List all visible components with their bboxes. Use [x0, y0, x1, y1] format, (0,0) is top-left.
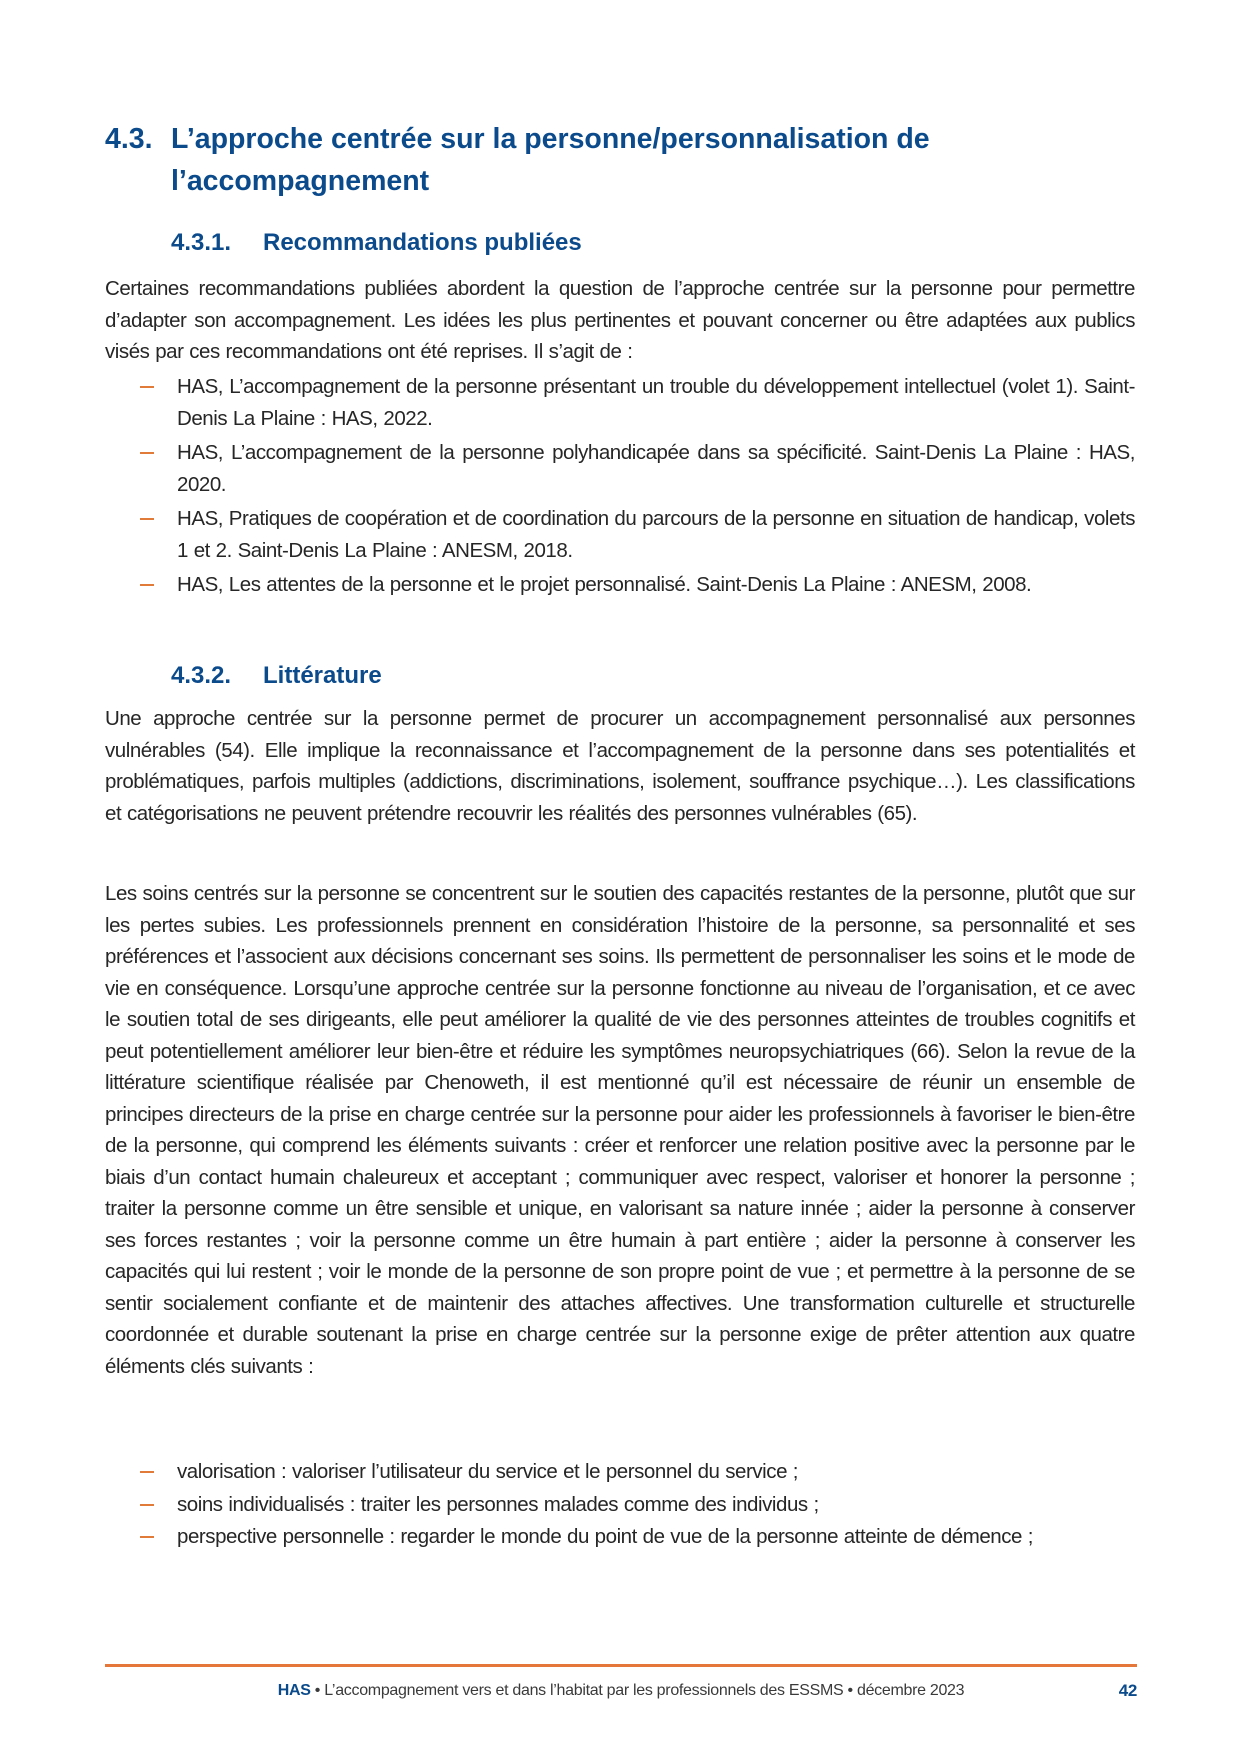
litterature-paragraph-1: Une approche centrée sur la personne permet de procurer un accompagnement personnalisé aux personnes vulnérables (54). Elle implique la reconnaissance et l’accompagnement de la personne dans ses potentialités et problématiques, parfois multiples (addictions, discriminations, isolement, souffrance psychique…). Les classifications et catégorisations ne peuvent prétendre recouvrir les réalités des personnes vulnérables (65). [105, 707, 1135, 825]
references-list [105, 371, 1135, 601]
key-element-item: perspective personnelle : regarder le monde du point de vue de la personne atteinte de démence ; [105, 1521, 1135, 1553]
dash-bullet-icon [140, 1504, 154, 1506]
dash-bullet-icon [140, 584, 154, 586]
dash-bullet-icon [140, 1471, 154, 1473]
reference-item: HAS, Pratiques de coopération et de coordination du parcours de la personne en situation de handicap, volets 1 et 2. Saint-Denis La Plaine : ANESM, 2018. [105, 503, 1135, 566]
dash-bullet-icon [140, 386, 154, 388]
dash-bullet-icon [140, 1536, 154, 1538]
litterature-paragraph-2: Les soins centrés sur la personne se concentrent sur le soutien des capacités restantes de la personne, plutôt que sur les pertes subies. Les professionnels prennent en considération l’histoire de la personne, sa personnalité et ses préférences et l’associent aux décisions concernant ses soins. Ils permettent de personnaliser les soins et le mode de vie en conséquence. Lorsqu’une approche centrée sur la personne fonctionne au niveau de l’organisation, et ce avec le soutien total de ses dirigeants, elle peut améliorer la qualité de vie des personnes atteintes de troubles cognitifs et peut potentiellement améliorer leur bien-être et réduire les symptômes neuropsychiatriques (66). Selon la revue de la littérature scientifique réalisée par Chenoweth, il est mentionné qu’il est nécessaire de réunir un ensemble de principes directeurs de la prise en charge centrée sur la personne pour aider les professionnels à favoriser le bien-être de la personne, qui comprend les éléments suivants : créer et renforcer une relation positive avec la personne par le biais d’un contact humain chaleureux et acceptant ; communiquer avec respect, valoriser et honorer la personne ; traiter la personne comme un être sensible et unique, en valorisant sa nature innée ; aider la personne à conserver ses forces restantes ; voir la personne comme un être humain à part entière ; aider la personne à conserver les capacités qui lui restent ; voir le monde de la personne de son propre point de vue ; et permettre à la personne de se sentir socialement confiante et de maintenir des attaches affectives. Une transformation culturelle et structurelle coordonnée et durable soutenant la prise en charge centrée sur la personne exige de prêter attention aux quatre éléments clés suivants : [105, 882, 1135, 1378]
footer-caption [105, 1681, 1137, 1701]
section-title: L’approche centrée sur la personne/personnalisation de l’accompagnement [171, 123, 930, 197]
footer-date: décembre 2023 [856, 1682, 965, 1699]
footer-separator: • [310, 1682, 325, 1699]
section-heading [105, 118, 1135, 202]
subsection-title: Littérature [263, 662, 382, 689]
subsection-heading-litterature [171, 660, 382, 692]
footer-separator: • [843, 1682, 857, 1699]
recommandations-intro-paragraph: Certaines recommandations publiées abordent la question de l’approche centrée sur la personne pour permettre d’adapter son accompagnement. Les idées les plus pertinentes et pouvant concerner ou être adaptées aux publics visés par ces recommandations ont été reprises. Il s’agit de : [105, 277, 1135, 363]
subsection-number: 4.3.1. [171, 229, 232, 256]
section-number: 4.3. [105, 123, 153, 155]
key-element-item: soins individualisés : traiter les personnes malades comme des individus ; [105, 1489, 1135, 1521]
subsection-heading-recommandations [171, 227, 582, 259]
reference-item: HAS, Les attentes de la personne et le projet personnalisé. Saint-Denis La Plaine : ANESM, 2008. [105, 569, 1135, 601]
subsection-title: Recommandations publiées [263, 229, 582, 256]
footer-brand: HAS [277, 1682, 311, 1699]
reference-item: HAS, L’accompagnement de la personne polyhandicapée dans sa spécificité. Saint-Denis La Plaine : HAS, 2020. [105, 437, 1135, 500]
footer-divider [105, 1664, 1137, 1667]
subsection-number: 4.3.2. [171, 662, 232, 689]
dash-bullet-icon [140, 452, 154, 454]
reference-item: HAS, L’accompagnement de la personne présentant un trouble du développement intellectuel (volet 1). Saint-Denis La Plaine : HAS, 2022. [105, 371, 1135, 434]
footer-title: L’accompagnement vers et dans l’habitat par les professionnels des ESSMS [324, 1682, 844, 1699]
dash-bullet-icon [140, 518, 154, 520]
key-element-item: valorisation : valoriser l’utilisateur du service et le personnel du service ; [105, 1456, 1135, 1488]
key-elements-list [105, 1456, 1135, 1553]
page-number: 42 [1118, 1681, 1137, 1700]
